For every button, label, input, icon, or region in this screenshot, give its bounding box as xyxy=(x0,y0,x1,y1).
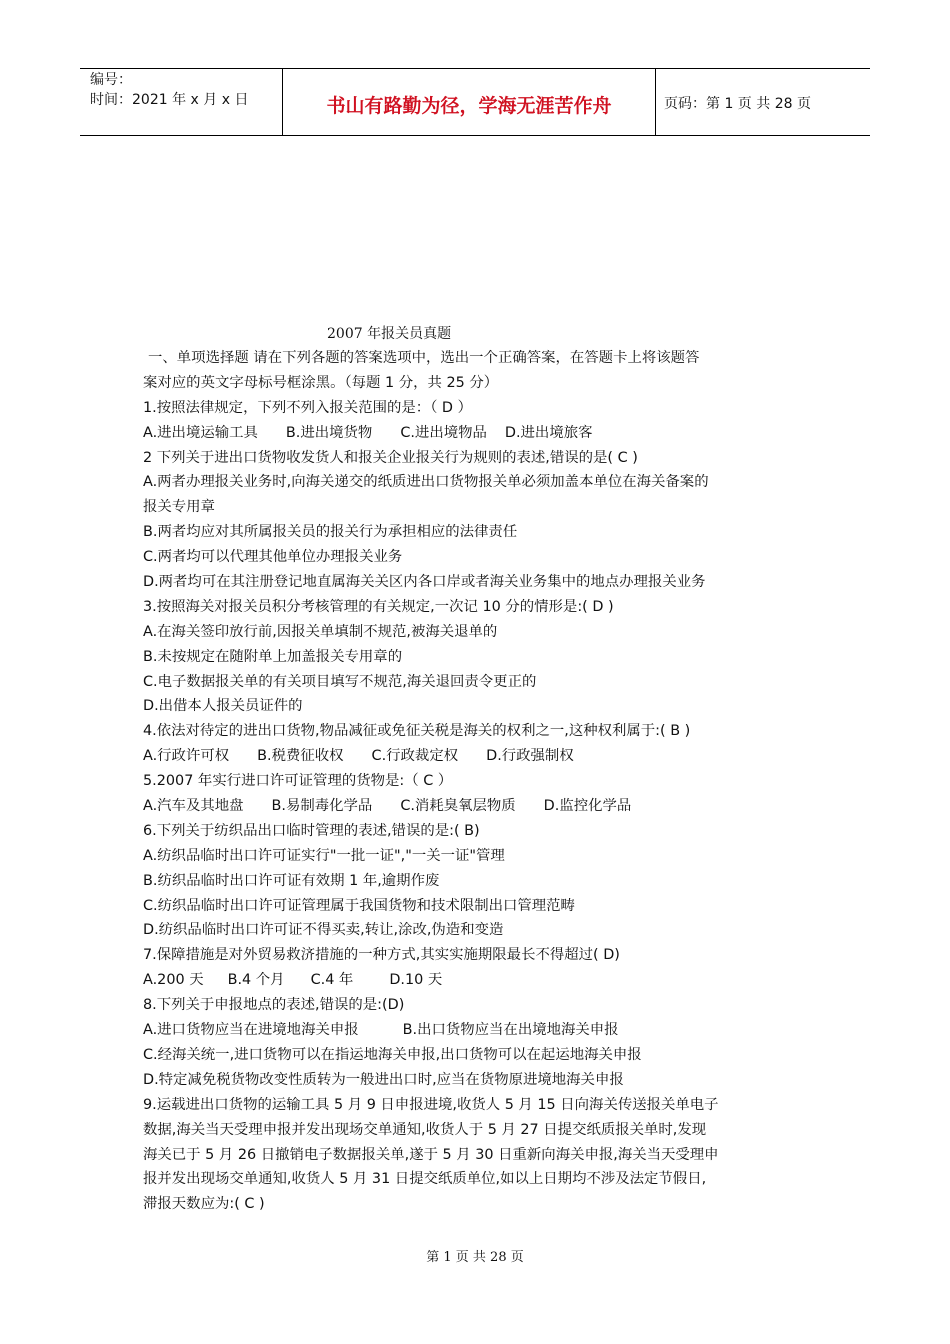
option: C.经海关统一,进口货物可以在指运地海关申报,出口货物可以在起运地海关申报 xyxy=(143,1046,642,1063)
time-label: 时间：2021 年 x 月 x 日 xyxy=(90,92,249,108)
question-4-options xyxy=(143,744,813,769)
option: C.消耗臭氧层物质 xyxy=(400,798,516,815)
option: C.行政裁定权 xyxy=(371,748,459,765)
option: C.纺织品临时出口许可证管理属于我国货物和技术限制出口管理范畴 xyxy=(143,897,575,914)
option: B.税费征收权 xyxy=(257,748,344,765)
option: D.行政强制权 xyxy=(486,748,574,765)
option: D.10 天 xyxy=(389,972,443,989)
header-divider-right xyxy=(655,68,656,136)
option: B.易制毒化学品 xyxy=(271,798,373,815)
option: A.进出境运输工具 xyxy=(143,424,258,441)
option: C.两者均可以代理其他单位办理报关业务 xyxy=(143,549,403,566)
option-continued: 报关专用章 xyxy=(143,499,215,516)
option: B.未按规定在随附单上加盖报关专用章的 xyxy=(143,648,403,665)
header-motto: 书山有路勤为径，学海无涯苦作舟 xyxy=(326,95,612,117)
section-intro-line: 案对应的英文字母标号框涂黑。（每题 1 分，共 25 分） xyxy=(143,374,499,391)
question-1: 1.按照法律规定，下列不列入报关范围的是：（ D ） xyxy=(143,399,472,416)
code-label: 编号： xyxy=(90,72,132,88)
option: D.纺织品临时出口许可证不得买卖,转让,涂改,伪造和变造 xyxy=(143,922,504,939)
option: D.两者均可在其注册登记地直属海关关区内各口岸或者海关业务集中的地点办理报关业务 xyxy=(143,574,706,591)
option: A.纺织品临时出口许可证实行"一批一证","一关一证"管理 xyxy=(143,847,505,864)
option: D.出借本人报关员证件的 xyxy=(143,698,303,715)
option: B.出口货物应当在出境地海关申报 xyxy=(402,1022,619,1039)
option: D.监控化学品 xyxy=(543,798,632,815)
option: D.特定减免税货物改变性质转为一般进出口时,应当在货物原进境地海关申报 xyxy=(143,1071,624,1088)
option: A.在海关签印放行前,因报关单填制不规范,被海关退单的 xyxy=(143,623,498,640)
header-page-info: 页码：第 1 页 共 28 页 xyxy=(664,96,811,112)
question-5-options xyxy=(143,794,813,819)
option: A.两者办理报关业务时,向海关递交的纸质进出口货物报关单必须加盖本单位在海关备案的 xyxy=(143,474,709,491)
page-footer: 第 1 页 共 28 页 xyxy=(426,1250,524,1265)
question-7: 7.保障措施是对外贸易救济措施的一种方式,其实实施期限最长不得超过( D) xyxy=(143,947,620,964)
question-2: 2 下列关于进出口货物收发货人和报关企业报关行为规则的表述,错误的是( C ) xyxy=(143,449,638,466)
document-body xyxy=(143,346,813,1217)
option: A.进口货物应当在进境地海关申报 xyxy=(143,1022,359,1039)
option: C.进出境物品 xyxy=(400,424,487,441)
header-top-rule xyxy=(80,68,870,69)
option: C.4 年 xyxy=(310,972,354,989)
question-8-options-ab xyxy=(143,1018,813,1043)
question-6: 6.下列关于纺织品出口临时管理的表述,错误的是:( B) xyxy=(143,822,480,839)
option: A.200 天 xyxy=(143,972,204,989)
question-9-continued: 报并发出现场交单通知,收货人 5 月 31 日提交纸质单位,如以上日期均不涉及法定节假日, xyxy=(143,1171,707,1188)
question-3: 3.按照海关对报关员积分考核管理的有关规定,一次记 10 分的情形是:( D ) xyxy=(143,598,614,615)
option: A.行政许可权 xyxy=(143,748,230,765)
question-9: 9.运载进出口货物的运输工具 5 月 9 日申报进境,收货人 5 月 15 日向海关传送报关单电子 xyxy=(143,1096,719,1113)
option: B.进出境货物 xyxy=(285,424,373,441)
question-5: 5.2007 年实行进口许可证管理的货物是:（ C ） xyxy=(143,773,453,790)
question-9-continued: 数据,海关当天受理申报并发出现场交单通知,收货人于 5 月 27 日提交纸质报关单时,发现 xyxy=(143,1121,707,1138)
header-bottom-rule xyxy=(80,135,870,136)
question-4: 4.依法对待定的进出口货物,物品减征或免征关税是海关的权利之一,这种权利属于:( B ) xyxy=(143,723,691,740)
option: D.进出境旅客 xyxy=(504,424,593,441)
header-meta xyxy=(90,70,248,110)
question-1-options xyxy=(143,421,813,446)
document-title: 2007 年报关员真题 xyxy=(327,326,452,342)
option: C.电子数据报关单的有关项目填写不规范,海关退回责令更正的 xyxy=(143,673,537,690)
option: A.汽车及其地盘 xyxy=(143,798,244,815)
question-8: 8.下列关于申报地点的表述,错误的是:(D) xyxy=(143,997,405,1014)
section-intro-line: 一、单项选择题 请在下列各题的答案选项中，选出一个正确答案，在答题卡上将该题答 xyxy=(148,350,700,366)
question-7-options xyxy=(143,968,813,993)
option: B.4 个月 xyxy=(227,972,285,989)
option: B.两者均应对其所属报关员的报关行为承担相应的法律责任 xyxy=(143,524,518,541)
question-9-continued: 海关已于 5 月 26 日撤销电子数据报关单,遂于 5 月 30 日重新向海关申报,海关当天受理申 xyxy=(143,1146,719,1163)
question-9-continued: 滞报天数应为:( C ) xyxy=(143,1196,265,1213)
option: B.纺织品临时出口许可证有效期 1 年,逾期作废 xyxy=(143,872,440,889)
